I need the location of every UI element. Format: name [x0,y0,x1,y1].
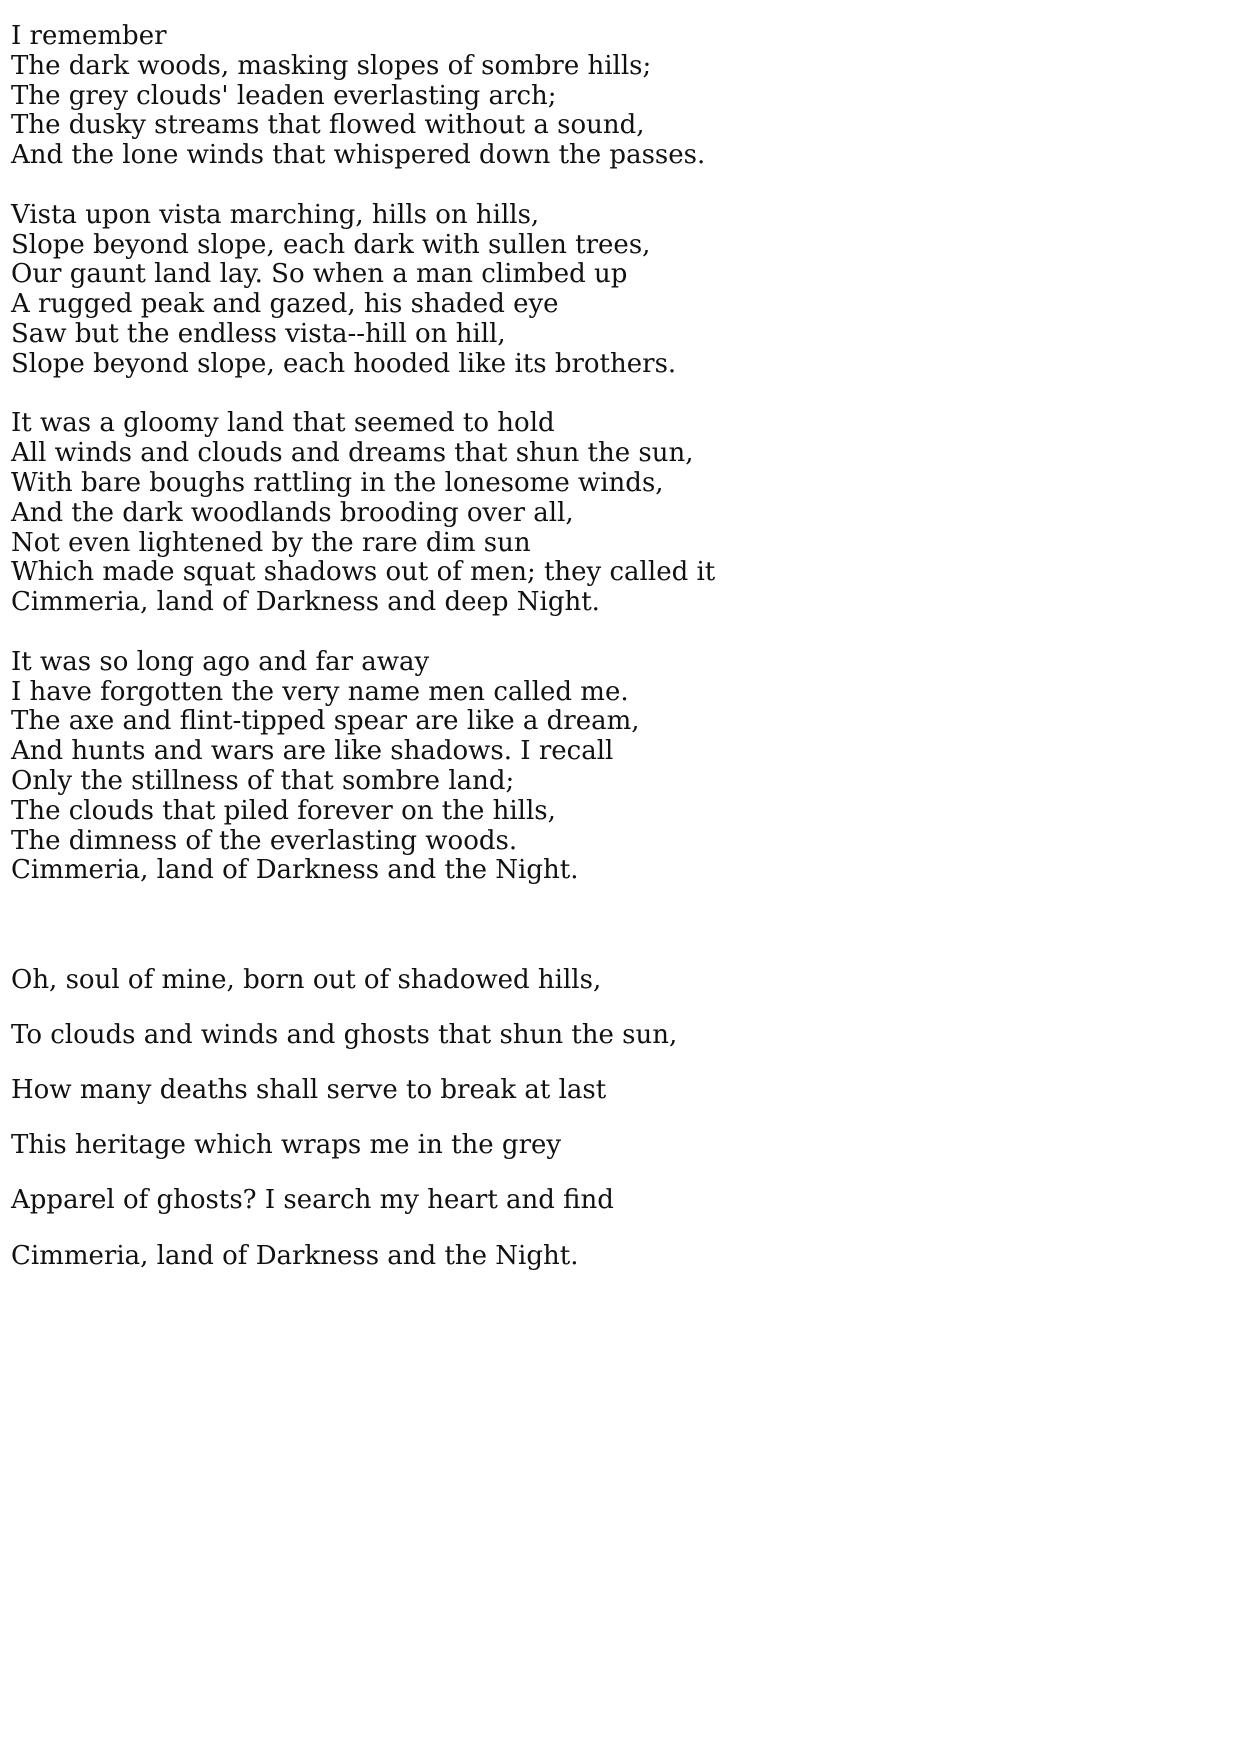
coda-line: To clouds and winds and ghosts that shun the sun, [11,1020,678,1051]
stanza-3 [11,409,1211,618]
poem-line: Slope beyond slope, each hooded like its brothers. [11,348,677,379]
coda-line: Oh, soul of mine, born out of shadowed hills, [11,965,602,996]
poem-line: Slope beyond slope, each dark with sullen trees, [11,229,651,260]
coda-line: How many deaths shall serve to break at last [11,1075,607,1106]
coda-stanza [11,966,1211,1271]
stanza-4 [11,648,1211,886]
poem-line: And the lone winds that whispered down the passes. [11,140,706,171]
poem-line: It was so long ago and far away [11,646,430,677]
poem-line: All winds and clouds and dreams that shun the sun, [11,438,694,469]
poem-line: Our gaunt land lay. So when a man climbed up [11,259,628,290]
stanza-1 [11,22,1211,171]
coda-line: This heritage which wraps me in the grey [11,1130,562,1161]
poem-line: Which made squat shadows out of men; they called it [11,557,716,588]
poem-line: Vista upon vista marching, hills on hills, [11,199,540,230]
coda-line: Apparel of ghosts? I search my heart and find [11,1185,614,1216]
poem-line: The clouds that piled forever on the hills, [11,795,556,826]
poem-line: I remember [11,21,167,51]
poem-line: The grey clouds' leaden everlasting arch; [11,80,557,111]
poem-line: The dark woods, masking slopes of sombre hills; [11,50,652,81]
poem-line: Not even lightened by the rare dim sun [11,527,531,558]
poem-line: The dimness of the everlasting woods. [11,825,518,856]
stanza-2 [11,201,1211,380]
poem-line: And the dark woodlands brooding over all, [11,497,574,528]
poem-line: With bare boughs rattling in the lonesome winds, [11,467,664,498]
poem-line: Saw but the endless vista--hill on hill, [11,318,506,349]
poem-line: The axe and flint-tipped spear are like a dream, [11,706,640,737]
poem-line: The dusky streams that flowed without a sound, [11,110,645,141]
poem-line: Cimmeria, land of Darkness and deep Night. [11,587,600,618]
poem-line: Only the stillness of that sombre land; [11,765,515,796]
poem-line: And hunts and wars are like shadows. I recall [11,736,614,767]
poem-line: A rugged peak and gazed, his shaded eye [11,289,559,320]
poem-line: Cimmeria, land of Darkness and the Night. [11,855,579,886]
poem-page [11,22,1211,1297]
poem-line: It was a gloomy land that seemed to hold [11,408,555,439]
coda-line: Cimmeria, land of Darkness and the Night. [11,1240,579,1271]
poem-line: I have forgotten the very name men called me. [11,676,629,707]
